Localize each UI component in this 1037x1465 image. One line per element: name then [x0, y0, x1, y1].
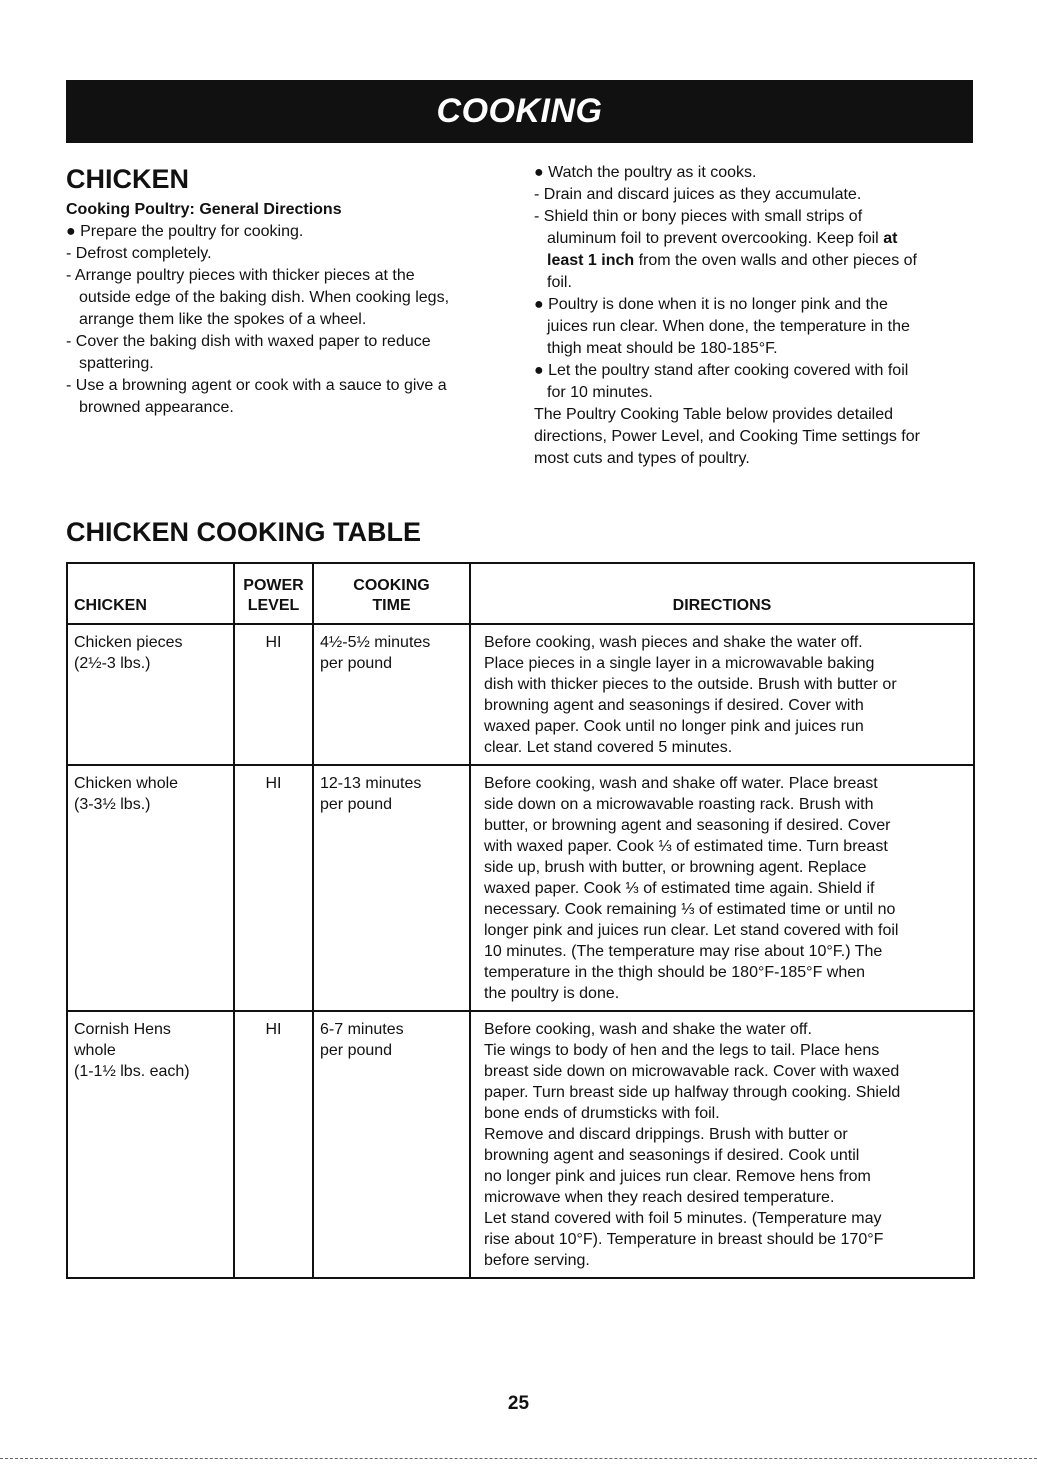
chicken-cooking-table	[66, 562, 975, 1279]
cell-directions-line: butter, or browning agent and seasoning if desired. Cover	[484, 817, 891, 834]
col-header-power-level	[234, 563, 313, 624]
cell-chicken-line: (3-3½ lbs.)	[74, 796, 151, 813]
cell-time-line: 12-13 minutes	[320, 775, 422, 792]
cell-cooking-time	[313, 765, 470, 1011]
col-header-cooking-time	[313, 563, 470, 624]
cell-time-line: 4½-5½ minutes	[320, 634, 431, 651]
cell-directions-line: paper. Turn breast side up halfway through cooking. Shield	[484, 1084, 901, 1101]
col-header-directions	[470, 563, 974, 624]
tip-watch: ● Watch the poultry as it cooks.	[534, 164, 757, 181]
cell-directions-line: Tie wings to body of hen and the legs to tail. Place hens	[484, 1042, 880, 1059]
cell-chicken-line: (2½-3 lbs.)	[74, 655, 151, 672]
cell-directions-line: dish with thicker pieces to the outside. Brush with butter or	[484, 676, 897, 693]
cell-time-line: per pound	[320, 655, 393, 672]
cell-power-level	[234, 1011, 313, 1278]
cell-chicken-line: Chicken whole	[74, 775, 179, 792]
cell-directions-line: Before cooking, wash and shake off water. Place breast	[484, 775, 878, 792]
cell-directions-line: before serving.	[484, 1252, 590, 1269]
cell-cooking-time	[313, 624, 470, 765]
cell-power-value: HI	[265, 775, 282, 792]
cell-directions-line: breast side down on microwavable rack. Cover with waxed	[484, 1063, 900, 1080]
cell-chicken	[67, 624, 234, 765]
col-header-cooking-label: COOKING	[353, 577, 430, 594]
cell-directions-line: temperature in the thigh should be 180°F-185°F when	[484, 964, 866, 981]
tip-shield-line-4: foil.	[547, 274, 572, 291]
cell-directions-line: microwave when they reach desired temperature.	[484, 1189, 835, 1206]
cell-time-line: 6-7 minutes	[320, 1021, 404, 1038]
cell-cooking-time	[313, 1011, 470, 1278]
general-directions-line: - Arrange poultry pieces with thicker pieces at the	[66, 267, 415, 284]
cell-chicken-line: (1-1½ lbs. each)	[74, 1063, 190, 1080]
tip-stand-line-1: ● Let the poultry stand after cooking covered with foil	[534, 362, 909, 379]
cell-chicken	[67, 1011, 234, 1278]
general-directions-line: - Use a browning agent or cook with a sauce to give a	[66, 377, 447, 394]
cell-directions-line: side down on a microwavable roasting rack. Brush with	[484, 796, 874, 813]
table-header-row	[67, 563, 974, 624]
general-directions-line: browned appearance.	[79, 399, 234, 416]
col-header-chicken-label: CHICKEN	[74, 597, 147, 614]
cell-chicken	[67, 765, 234, 1011]
col-header-level-label: LEVEL	[247, 597, 300, 614]
cell-directions-line: browning agent and seasonings if desired. Cover with	[484, 697, 864, 714]
general-directions-list	[66, 221, 506, 419]
col-header-directions-label: DIRECTIONS	[672, 597, 772, 614]
cell-directions-line: bone ends of drumsticks with foil.	[484, 1105, 720, 1122]
general-directions-line: arrange them like the spokes of a wheel.	[79, 311, 367, 328]
table-intro-line-1: The Poultry Cooking Table below provides detailed	[534, 406, 894, 423]
cell-time-line: per pound	[320, 796, 393, 813]
tip-stand-line-2: for 10 minutes.	[547, 384, 653, 401]
tip-done-line-2: juices run clear. When done, the temperature in the	[547, 318, 910, 335]
table-row	[67, 1011, 974, 1278]
cell-directions-line: Before cooking, wash pieces and shake the water off.	[484, 634, 863, 651]
general-directions-line: ● Prepare the poultry for cooking.	[66, 223, 304, 240]
general-directions-line: spattering.	[79, 355, 154, 372]
tip-shield-text: aluminum foil to prevent overcooking. Keep foil	[547, 230, 879, 247]
cell-directions-line: Let stand covered with foil 5 minutes. (Temperature may	[484, 1210, 882, 1227]
chicken-heading: CHICKEN	[66, 164, 190, 194]
table-intro-line-2: directions, Power Level, and Cooking Time settings for	[534, 428, 920, 445]
cell-directions-line: clear. Let stand covered 5 minutes.	[484, 739, 733, 756]
cell-directions-line: browning agent and seasonings if desired. Cook until	[484, 1147, 860, 1164]
table-intro-line-3: most cuts and types of poultry.	[534, 450, 750, 467]
section-banner	[66, 80, 973, 143]
cell-directions-line: Before cooking, wash and shake the water off.	[484, 1021, 812, 1038]
page-bottom-rule	[0, 1458, 1037, 1459]
col-header-time-label: TIME	[372, 597, 411, 614]
cell-directions	[470, 1011, 974, 1278]
cell-chicken-line: Chicken pieces	[74, 634, 183, 651]
cell-directions-line: side up, brush with butter, or browning agent. Replace	[484, 859, 867, 876]
cell-directions-line: with waxed paper. Cook ⅓ of estimated time. Turn breast	[484, 838, 888, 855]
cell-directions-line: Remove and discard drippings. Brush with butter or	[484, 1126, 848, 1143]
cell-directions-line: waxed paper. Cook ⅓ of estimated time again. Shield if	[484, 880, 875, 897]
tip-done-line-3: thigh meat should be 180-185°F.	[547, 340, 778, 357]
table-row	[67, 765, 974, 1011]
general-directions-line: outside edge of the baking dish. When cooking legs,	[79, 289, 450, 306]
cell-power-level	[234, 765, 313, 1011]
cell-directions-line: Place pieces in a single layer in a microwavable baking	[484, 655, 875, 672]
tip-shield-emphasis-2: least 1 inch	[547, 252, 635, 269]
tip-shield-emphasis-1: at	[883, 230, 898, 247]
col-header-chicken	[67, 563, 234, 624]
cell-directions-line: 10 minutes. (The temperature may rise about 10°F.) The	[484, 943, 883, 960]
cell-directions	[470, 765, 974, 1011]
cell-chicken-line: Cornish Hens	[74, 1021, 171, 1038]
tip-done-line-1: ● Poultry is done when it is no longer pink and the	[534, 296, 888, 313]
cooking-table-title: CHICKEN COOKING TABLE	[66, 517, 421, 547]
cell-directions-line: waxed paper. Cook until no longer pink and juices run	[484, 718, 864, 735]
poultry-tips	[534, 162, 974, 470]
cell-directions	[470, 624, 974, 765]
tip-shield-line-2	[534, 228, 974, 250]
general-directions-subheading: Cooking Poultry: General Directions	[66, 201, 342, 218]
chicken-general-directions	[66, 163, 506, 419]
tip-shield-line-1: - Shield thin or bony pieces with small strips of	[534, 208, 863, 225]
cell-time-line: per pound	[320, 1042, 393, 1059]
cell-directions-line: longer pink and juices run clear. Let stand covered with foil	[484, 922, 899, 939]
tip-shield-line-3	[534, 250, 974, 272]
cell-power-value: HI	[265, 634, 282, 651]
cell-chicken-line: whole	[74, 1042, 116, 1059]
table-row	[67, 624, 974, 765]
cell-power-level	[234, 624, 313, 765]
banner-title: COOKING	[436, 92, 603, 130]
cell-directions-line: the poultry is done.	[484, 985, 620, 1002]
cell-directions-line: necessary. Cook remaining ⅓ of estimated time or until no	[484, 901, 896, 918]
col-header-power-label: POWER	[243, 577, 304, 594]
page-number: 25	[507, 1393, 530, 1414]
general-directions-line: - Defrost completely.	[66, 245, 212, 262]
cell-directions-line: rise about 10°F). Temperature in breast should be 170°F	[484, 1231, 884, 1248]
general-directions-line: - Cover the baking dish with waxed paper to reduce	[66, 333, 431, 350]
cell-power-value: HI	[265, 1021, 282, 1038]
tip-shield-text: from the oven walls and other pieces of	[638, 252, 917, 269]
tip-drain: - Drain and discard juices as they accumulate.	[534, 186, 862, 203]
cell-directions-line: no longer pink and juices run clear. Remove hens from	[484, 1168, 871, 1185]
